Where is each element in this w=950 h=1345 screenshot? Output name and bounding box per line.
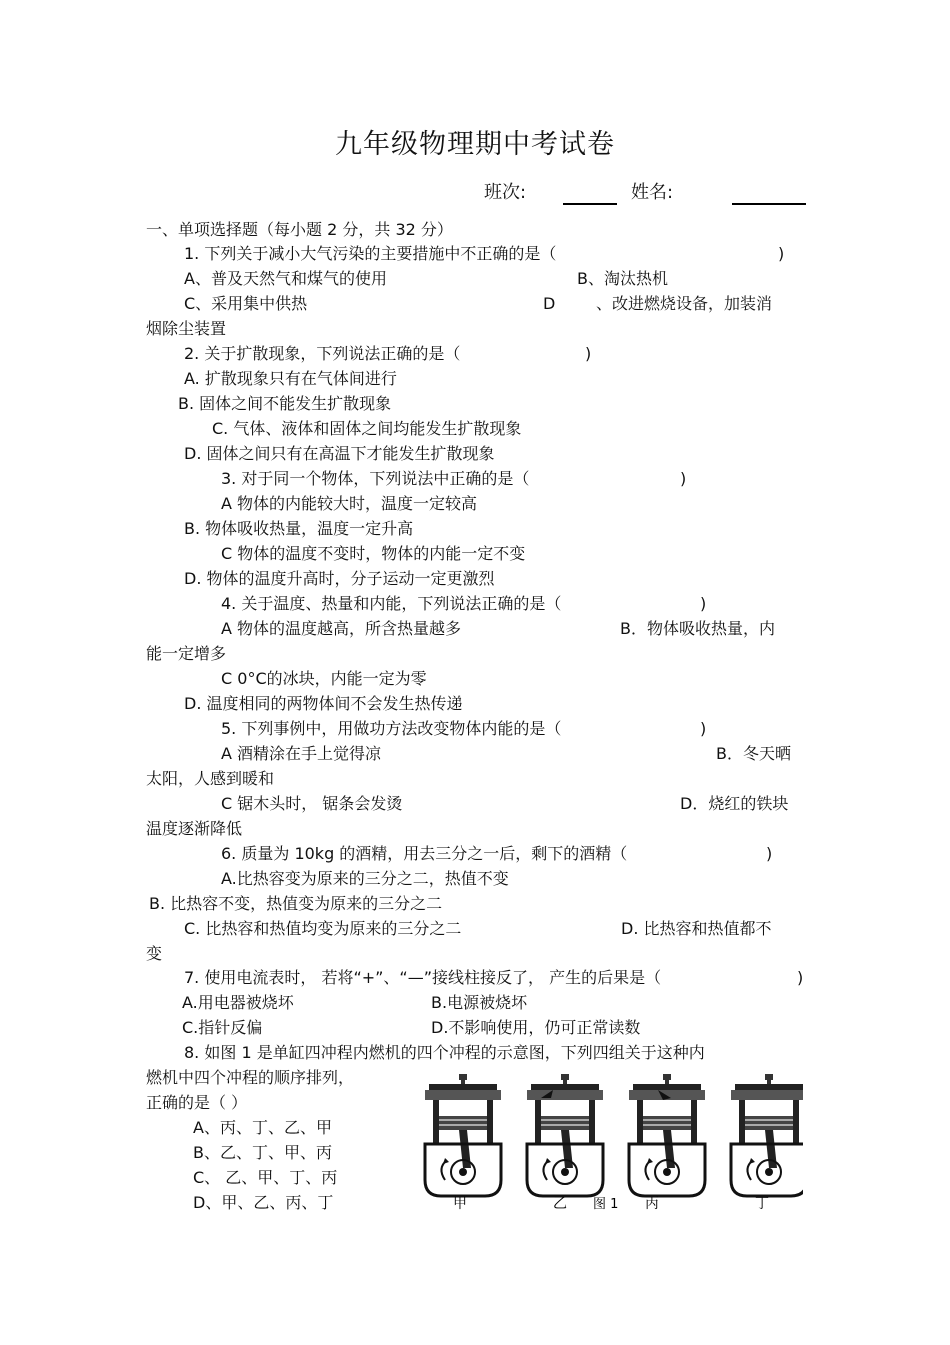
question-3-option-d: D. 物体的温度升高时，分子运动一定更激烈: [184, 569, 495, 588]
question-1-paren: ): [778, 244, 785, 263]
question-5-option-d: D．烧红的铁块: [680, 794, 789, 813]
question-8-option-c: C、 乙、甲、丁、丙: [193, 1168, 338, 1187]
question-6-stem: 6. 质量为 10kg 的酒精，用去三分之一后，剩下的酒精（: [221, 844, 628, 863]
question-7-option-c: C.指针反偏: [182, 1018, 263, 1037]
question-7-option-a: A.用电器被烧坏: [182, 993, 294, 1012]
page-title: 九年级物理期中考试卷: [335, 129, 615, 160]
engine-strokes-figure: [413, 1068, 803, 1212]
question-3-option-c: C 物体的温度不变时，物体的内能一定不变: [221, 544, 526, 563]
question-1-option-a: A、普及天然气和煤气的使用: [184, 269, 387, 288]
figure-label-4: 丁: [755, 1196, 769, 1212]
question-7-paren: ): [797, 968, 804, 987]
question-6-option-a: A.比热容变为原来的三分之二，热值不变: [221, 869, 509, 888]
question-2-stem: 2. 关于扩散现象，下列说法正确的是（: [184, 344, 461, 363]
question-4-option-b: B．物体吸收热量，内: [620, 619, 775, 638]
question-5-paren: ): [700, 719, 707, 738]
question-4-option-d: D. 温度相同的两物体间不会发生热传递: [184, 694, 463, 713]
question-7-option-b: B.电源被烧坏: [431, 993, 528, 1012]
question-6-option-b: B. 比热容不变，热值变为原来的三分之二: [149, 894, 443, 913]
question-3-stem: 3. 对于同一个物体，下列说法中正确的是（: [221, 469, 530, 488]
question-8-stem: 8. 如图 1 是单缸四冲程内燃机的四个冲程的示意图，下列四组关于这种内: [184, 1043, 705, 1062]
question-1-option-b: B、淘汰热机: [577, 269, 668, 288]
question-1-option-c: C、采用集中供热: [184, 294, 308, 313]
question-4-option-a: A 物体的温度越高，所含热量越多: [221, 619, 462, 638]
question-3-paren: ): [680, 469, 687, 488]
question-4-paren: ): [700, 594, 707, 613]
question-6-option-d: D. 比热容和热值都不: [621, 919, 772, 938]
question-1-option-d: 、改进燃烧设备，加装消: [596, 294, 773, 313]
question-5-option-b-cont: 太阳，人感到暖和: [146, 769, 275, 788]
question-6-paren: ): [766, 844, 773, 863]
figure-caption: 图 1: [593, 1197, 619, 1212]
question-1-stem: 1. 下列关于减小大气污染的主要措施中不正确的是（: [184, 244, 557, 263]
question-3-option-a: A 物体的内能较大时，温度一定较高: [221, 494, 478, 513]
question-8-option-a: A、丙、丁、乙、甲: [193, 1118, 332, 1137]
question-5-option-a: A 酒精涂在手上觉得凉: [221, 744, 382, 763]
question-6-option-c: C. 比热容和热值均变为原来的三分之二: [184, 919, 462, 938]
question-1-option-d-cont: 烟除尘装置: [146, 319, 227, 338]
question-8-option-b: B、乙、丁、甲、丙: [193, 1143, 332, 1162]
section-heading: 一、单项选择题（每小题 2 分，共 32 分）: [146, 220, 453, 239]
question-4-option-b-cont: 能一定增多: [146, 644, 227, 663]
question-5-option-d-cont: 温度逐渐降低: [146, 819, 243, 838]
figure-label-2: 乙: [553, 1196, 567, 1212]
question-7-option-d: D.不影响使用，仍可正常读数: [431, 1018, 641, 1037]
question-2-option-b: B. 固体之间不能发生扩散现象: [178, 394, 392, 413]
question-3-option-b: B. 物体吸收热量，温度一定升高: [184, 519, 414, 538]
question-2-option-c: C. 气体、液体和固体之间均能发生扩散现象: [212, 419, 522, 438]
class-blank[interactable]: [563, 203, 617, 205]
name-label: 姓名:: [631, 182, 674, 203]
question-6-option-d-cont: 变: [146, 944, 163, 963]
question-5-option-b: B．冬天晒: [716, 744, 791, 763]
question-4-option-c: C 0°C的冰块，内能一定为零: [221, 669, 427, 688]
question-8-stem-cont: 燃机中四个冲程的顺序排列，: [146, 1068, 355, 1087]
question-8-prompt: 正确的是（ ）: [146, 1093, 248, 1112]
question-8-option-d: D、甲、乙、丙、丁: [193, 1193, 334, 1212]
question-5-option-c: C 锯木头时， 锯条会发烫: [221, 794, 403, 813]
question-2-option-a: A. 扩散现象只有在气体间进行: [184, 369, 397, 388]
name-blank[interactable]: [732, 203, 806, 205]
figure-label-3: 丙: [645, 1196, 659, 1212]
class-label: 班次:: [484, 182, 527, 203]
question-7-stem: 7. 使用电流表时， 若将“+”、“—”接线柱接反了， 产生的后果是（: [184, 968, 662, 987]
question-4-stem: 4. 关于温度、热量和内能，下列说法正确的是（: [221, 594, 562, 613]
figure-label-1: 甲: [453, 1196, 467, 1212]
question-2-paren: ): [585, 344, 592, 363]
question-2-option-d: D. 固体之间只有在高温下才能发生扩散现象: [184, 444, 495, 463]
question-5-stem: 5. 下列事例中，用做功方法改变物体内能的是（: [221, 719, 562, 738]
question-1-option-d-letter: D: [543, 294, 556, 313]
